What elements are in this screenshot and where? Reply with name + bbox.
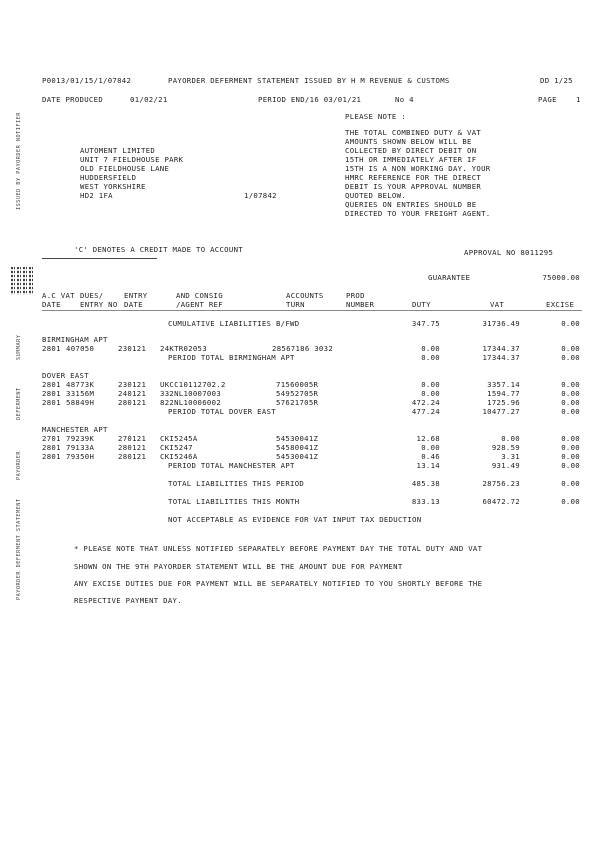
row-duty: 0.00 [421, 380, 440, 389]
col-header-entry-date: DATE [124, 300, 143, 309]
approval-number: APPROVAL NO 8011295 [464, 248, 554, 257]
row-duty: 0.00 [421, 344, 440, 353]
row-duty: 472.24 [411, 398, 440, 407]
total-period-excise: 0.00 [561, 479, 580, 488]
guarantee-value: 75000.00 [542, 273, 580, 282]
footer-line: SHOWN ON THE 9TH PAYORDER STATEMENT WILL BE THE AMOUNT DUE FOR PAYMENT [74, 562, 403, 571]
notice-line: DEBIT IS YOUR APPROVAL NUMBER [345, 182, 482, 191]
qr-code [11, 267, 35, 295]
footer-line: ANY EXCISE DUTIES DUE FOR PAYMENT WILL BE SEPARATELY NOTIFIED TO YOU SHORTLY BEFORE THE [74, 579, 483, 588]
row-turn: 54530041Z [276, 452, 319, 461]
row-duty: 0.46 [421, 452, 440, 461]
notice-line: 15TH IS A NON WORKING DAY. YOUR [345, 164, 491, 173]
statement-reference: P0013/01/15/1/07842 [42, 76, 132, 85]
total-period-label: TOTAL LIABILITIES THIS PERIOD [168, 479, 305, 488]
row-entry-no: 79350H [66, 452, 95, 461]
address-line: HD2 1FA [80, 191, 113, 200]
section-total-duty: 477.24 [411, 407, 440, 416]
section-total-label: PERIOD TOTAL BIRMINGHAM APT [168, 353, 295, 362]
footer-line: RESPECTIVE PAYMENT DAY. [74, 596, 182, 605]
row-turn: 28567186 3032 [272, 344, 334, 353]
row-turn: 57621705R [276, 398, 319, 407]
row-entry-date: 280121 [118, 443, 147, 452]
margin-text-top: ISSUED BY PAYORDER NOTIFIER [16, 112, 22, 210]
row-entry-date: 280121 [118, 398, 147, 407]
page-label: PAGE [538, 95, 557, 104]
address-line: UNIT 7 FIELDHOUSE PARK [80, 155, 184, 164]
row-ac: 2801 [42, 380, 61, 389]
col-header-number: NUMBER [346, 300, 375, 309]
notice-line: DIRECTED TO YOUR FREIGHT AGENT. [345, 209, 491, 218]
section-total-excise: 0.00 [561, 461, 580, 470]
row-entry-date: 230121 [118, 344, 147, 353]
not-acceptable-notice: NOT ACCEPTABLE AS EVIDENCE FOR VAT INPUT TAX DEDUCTION [168, 515, 422, 524]
row-ac: 2801 [42, 389, 61, 398]
row-vat: 1725.96 [487, 398, 520, 407]
row-ac: 2801 [42, 344, 61, 353]
col-header-ac: A.C VAT [42, 291, 75, 300]
address-line: HUDDERSFIELD [80, 173, 137, 182]
cumulative-duty: 347.75 [411, 319, 440, 328]
row-entry-date: 230121 [118, 380, 147, 389]
row-excise: 0.00 [561, 344, 580, 353]
col-header-turn: TURN [286, 300, 305, 309]
row-entry-no: 407050 [66, 344, 95, 353]
total-period-duty: 485.38 [411, 479, 440, 488]
section-total-excise: 0.00 [561, 407, 580, 416]
total-month-duty: 833.13 [411, 497, 440, 506]
notice-line: HMRC REFERENCE FOR THE DIRECT [345, 173, 482, 182]
col-header-duty: DUTY [412, 300, 431, 309]
guarantee-label: GUARANTEE [428, 273, 471, 282]
cumulative-excise: 0.00 [561, 319, 580, 328]
notice-title: PLEASE NOTE : [345, 112, 407, 121]
address-line: AUTOMENT LIMITED [80, 146, 156, 155]
row-vat: 1594.77 [487, 389, 520, 398]
row-entry-no: 79239K [66, 434, 95, 443]
cumulative-vat: 31736.49 [482, 319, 520, 328]
section-total-label: PERIOD TOTAL MANCHESTER APT [168, 461, 295, 470]
row-agent-ref: CKI5247 [160, 443, 193, 452]
row-vat: 928.59 [491, 443, 520, 452]
credit-note: 'C' DENOTES A CREDIT MADE TO ACCOUNT [74, 245, 243, 254]
row-entry-no: 48773K [66, 380, 95, 389]
notice-line: THE TOTAL COMBINED DUTY & VAT [345, 128, 482, 137]
row-ac: 2701 [42, 434, 61, 443]
row-turn: 71560005R [276, 380, 319, 389]
row-vat: 0.00 [501, 434, 520, 443]
notice-line: QUERIES ON ENTRIES SHOULD BE [345, 200, 477, 209]
cumulative-label: CUMULATIVE LIABILITIES B/FWD [168, 319, 300, 328]
row-vat: 3357.14 [487, 380, 520, 389]
row-ac: 2801 [42, 443, 61, 452]
row-excise: 0.00 [561, 398, 580, 407]
row-entry-date: 240121 [118, 389, 147, 398]
total-month-label: TOTAL LIABILITIES THIS MONTH [168, 497, 300, 506]
col-header-entry: ENTRY [124, 291, 148, 300]
row-excise: 0.00 [561, 443, 580, 452]
section-total-vat: 931.49 [491, 461, 520, 470]
address-line: OLD FIELDHOUSE LANE [80, 164, 170, 173]
col-header-agent-ref: /AGENT REF [176, 300, 223, 309]
date-produced-label: DATE PRODUCED [42, 95, 104, 104]
col-header-accounts: ACCOUNTS [286, 291, 324, 300]
section-total-duty: 0.00 [421, 353, 440, 362]
row-agent-ref: 24KTR02053 [160, 344, 207, 353]
row-entry-date: 280121 [118, 452, 147, 461]
period-end: PERIOD END/16 03/01/21 [258, 95, 362, 104]
row-agent-ref: 332NL10007003 [160, 389, 222, 398]
section-title: DOVER EAST [42, 371, 89, 380]
address-line: WEST YORKSHIRE [80, 182, 146, 191]
divider [42, 258, 157, 259]
section-total-vat: 17344.37 [482, 353, 520, 362]
account-number: 1/07842 [244, 191, 277, 200]
col-header-vat: VAT [490, 300, 505, 309]
row-agent-ref: 822NL10006002 [160, 398, 222, 407]
section-total-label: PERIOD TOTAL DOVER EAST [168, 407, 276, 416]
row-agent-ref: CKI5245A [160, 434, 198, 443]
row-ac: 2801 [42, 452, 61, 461]
row-vat: 3.31 [501, 452, 520, 461]
notice-line: AMOUNTS SHOWN BELOW WILL BE [345, 137, 472, 146]
section-total-excise: 0.00 [561, 353, 580, 362]
total-month-vat: 60472.72 [482, 497, 520, 506]
row-excise: 0.00 [561, 452, 580, 461]
section-title: BIRMINGHAM APT [42, 335, 108, 344]
row-duty: 0.00 [421, 389, 440, 398]
margin-text-bottom: PAYORDER DEFERMENT STATEMENT [16, 498, 22, 600]
row-ac: 2801 [42, 398, 61, 407]
row-excise: 0.00 [561, 389, 580, 398]
row-duty: 0.00 [421, 443, 440, 452]
footer-line: * PLEASE NOTE THAT UNLESS NOTIFIED SEPARATELY BEFORE PAYMENT DAY THE TOTAL DUTY AND VAT [74, 544, 483, 553]
margin-text-mid2: DEFERMENT [16, 387, 22, 420]
date-produced: 01/02/21 [130, 95, 168, 104]
margin-text-mid3: PAYORDER [16, 451, 22, 480]
header-rule [42, 310, 582, 311]
notice-line: COLLECTED BY DIRECT DEBIT ON [345, 146, 477, 155]
col-header-consig: AND CONSIG [176, 291, 223, 300]
row-entry-date: 270121 [118, 434, 147, 443]
row-turn: 54952705R [276, 389, 319, 398]
col-header-excise: EXCISE [546, 300, 575, 309]
section-title: MANCHESTER APT [42, 425, 108, 434]
total-month-excise: 0.00 [561, 497, 580, 506]
col-header-dues: DUES/ [80, 291, 104, 300]
sheet-code: DD 1/25 [540, 76, 573, 85]
col-header-date: DATE [42, 300, 61, 309]
page-number: 1 [576, 95, 581, 104]
col-header-entry-no: ENTRY NO [80, 300, 118, 309]
row-excise: 0.00 [561, 380, 580, 389]
row-agent-ref: UKCC10112702.2 [160, 380, 226, 389]
statement-title: PAYORDER DEFERMENT STATEMENT ISSUED BY H M REVENUE & CUSTOMS [168, 76, 450, 85]
notice-line: 15TH OR IMMEDIATELY AFTER IF [345, 155, 477, 164]
col-header-prod: PROD [346, 291, 365, 300]
section-total-vat: 10477.27 [482, 407, 520, 416]
row-entry-no: 58849H [66, 398, 95, 407]
row-duty: 12.68 [416, 434, 440, 443]
row-entry-no: 79133A [66, 443, 95, 452]
statement-number: No 4 [395, 95, 414, 104]
row-turn: 54580041Z [276, 443, 319, 452]
row-turn: 54530041Z [276, 434, 319, 443]
row-entry-no: 33156M [66, 389, 95, 398]
section-total-duty: 13.14 [416, 461, 440, 470]
row-vat: 17344.37 [482, 344, 520, 353]
total-period-vat: 28756.23 [482, 479, 520, 488]
notice-line: QUOTED BELOW. [345, 191, 407, 200]
row-agent-ref: CKI5246A [160, 452, 198, 461]
margin-text-mid1: SUMMARY [16, 334, 22, 360]
row-excise: 0.00 [561, 434, 580, 443]
